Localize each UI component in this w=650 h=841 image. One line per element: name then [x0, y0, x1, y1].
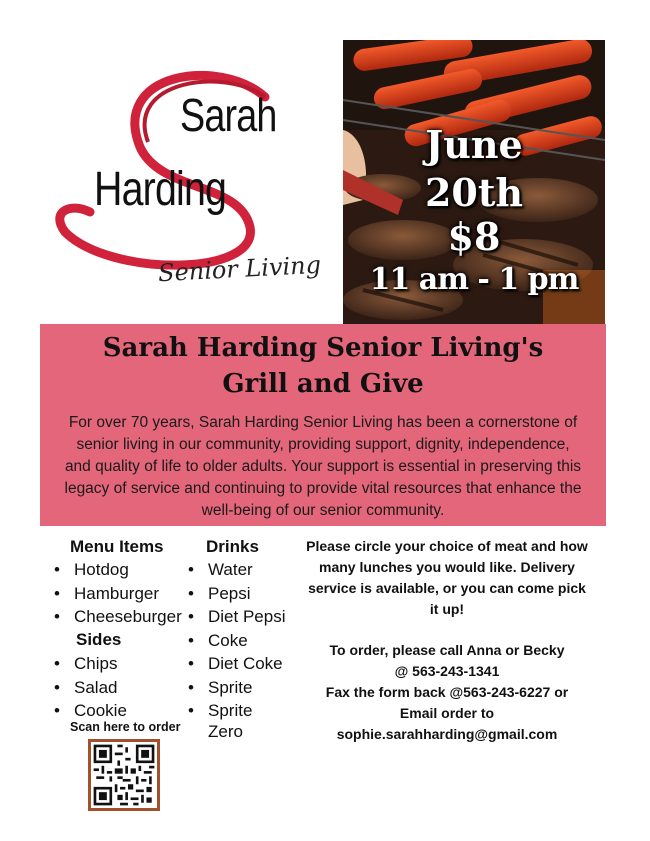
list-item: • Cheeseburger	[52, 605, 182, 629]
qr-code-icon	[91, 742, 157, 808]
banner-title-line1: Sarah Harding Senior Living's	[102, 333, 544, 363]
menu-items-list	[52, 558, 182, 629]
list-item: • Pepsi	[186, 582, 285, 606]
drinks-list	[186, 558, 285, 723]
list-item: • Hamburger	[52, 582, 182, 606]
order-email-label: Email order to	[399, 705, 495, 721]
logo-text-harding: Harding	[94, 163, 227, 216]
qr-caption: Scan here to order	[70, 720, 181, 734]
qr-code[interactable]	[88, 739, 160, 811]
list-item: • Coke	[186, 629, 285, 653]
list-item: • Cookie	[52, 699, 127, 723]
sides-heading: Sides	[76, 630, 122, 649]
order-call-line: To order, please call Anna or Becky	[329, 642, 565, 658]
list-item: • Chips	[52, 652, 127, 676]
list-item: • Sprite	[186, 676, 285, 700]
banner-description: For over 70 years, Sarah Harding Senior Living has been a cornerstone of senior living in our community, providing support, dignity, independence, and quality of life to older adults. Your support is essential in preserving this legacy of service and continuing to provide vital resources that enhance the well-being of our senior community.	[64, 414, 582, 519]
order-instructions: Please circle your choice of meat and how many lunches you would like. Delivery service is available, or you can come pick it up!	[306, 538, 588, 617]
list-item: • Salad	[52, 676, 127, 700]
logo-tagline: Senior Living	[157, 250, 322, 288]
drinks-heading: Drinks	[206, 537, 259, 556]
sides-list	[52, 652, 127, 723]
drinks-continuation: Zero	[208, 722, 243, 741]
list-item: • Diet Coke	[186, 652, 285, 676]
menu-heading: Menu Items	[70, 537, 164, 556]
list-item: • Diet Pepsi	[186, 605, 285, 629]
logo-text-sarah: Sarah	[180, 89, 277, 141]
list-item: • Water	[186, 558, 285, 582]
event-date: June	[425, 122, 523, 167]
list-item: • Hotdog	[52, 558, 182, 582]
order-phone: @ 563-243-1341	[394, 663, 500, 679]
order-fax: Fax the form back @563-243-6227 or	[325, 684, 569, 700]
banner-title-line2: Grill and Give	[222, 369, 424, 399]
order-email[interactable]: sophie.sarahharding@gmail.com	[336, 726, 558, 742]
list-item: • Sprite	[186, 699, 285, 723]
event-day: 20th	[424, 170, 524, 215]
event-time: 11 am - 1 pm	[369, 262, 579, 297]
event-price: $8	[447, 214, 501, 259]
